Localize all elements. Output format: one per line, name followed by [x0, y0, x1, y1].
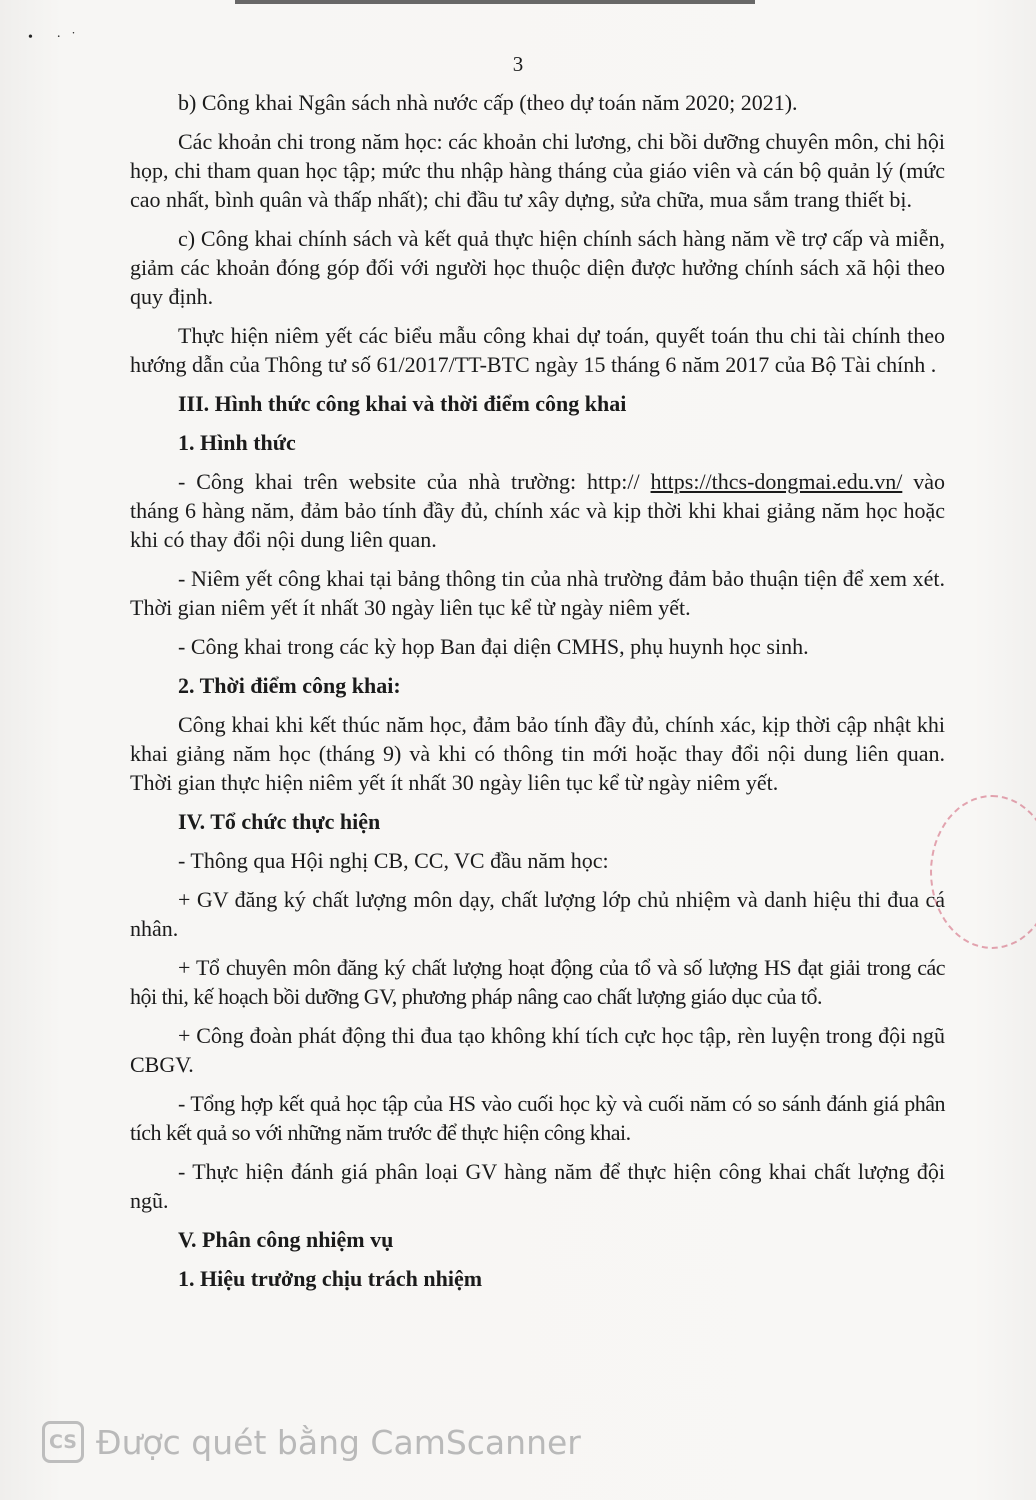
paragraph-budget: b) Công khai Ngân sách nhà nước cấp (theo dự toán năm 2020; 2021). [178, 90, 798, 115]
paragraph-teacher-evaluation: - Thực hiện đánh giá phân loại GV hàng năm để thực hiện công khai chất lượng đội ngũ. [130, 1159, 945, 1213]
heading-form: 1. Hình thức [178, 430, 296, 455]
website-link[interactable]: https://thcs-dongmai.edu.vn/ [650, 469, 903, 494]
scan-speck-marks: • ·˙ [28, 30, 86, 45]
paragraph-forms: Thực hiện niêm yết các biểu mẫu công khai dự toán, quyết toán thu chi tài chính theo hướng dẫn của Thông tư số 61/2017/TT-BTC ngày 15 tháng 6 năm 2017 của Bộ Tài chính . [130, 323, 945, 377]
paragraph-notice-board: - Niêm yết công khai tại bảng thông tin của nhà trường đảm bảo thuận tiện để xem xét. Thời gian niêm yết ít nhất 30 ngày liên tục kể từ ngày niêm yết. [130, 566, 945, 620]
paragraph-summary-results: - Tổng hợp kết quả học tập của HS vào cuối học kỳ và cuối năm có so sánh đánh giá phân tích kết quả so với những năm trước để thực hiện công khai. [130, 1091, 945, 1145]
paragraph-department-register: + Tổ chuyên môn đăng ký chất lượng hoạt động của tổ và số lượng HS đạt giải trong các hội thi, kế hoạch bồi dưỡng GV, phương pháp nâng cao chất lượng giáo dục của tổ. [130, 955, 945, 1009]
camscanner-watermark [42, 1418, 581, 1466]
paragraph-parent-meetings: - Công khai trong các kỳ họp Ban đại diện CMHS, phụ huynh học sinh. [178, 634, 809, 659]
paragraph-policy: c) Công khai chính sách và kết quả thực hiện chính sách hàng năm về trợ cấp và miễn, giảm các khoản đóng góp đối với người học thuộc diện được hưởng chính sách xã hội theo quy định. [130, 226, 945, 309]
page-number: 3 [512, 52, 524, 76]
heading-principal: 1. Hiệu trưởng chịu trách nhiệm [178, 1266, 483, 1291]
paragraph-timing: Công khai khi kết thúc năm học, đảm bảo tính đầy đủ, chính xác, kịp thời cập nhật khi khai giảng năm học (tháng 9) và khi có thông tin mới hoặc thay đổi nội dung liên quan. Thời gian thực hiện niêm yết ít nhất 30 ngày liên tục kể từ ngày niêm yết. [130, 712, 945, 795]
paragraph-teacher-register: + GV đăng ký chất lượng môn dạy, chất lượng lớp chủ nhiệm và danh hiệu thi đua cá nhân. [130, 887, 945, 941]
heading-section-iii: III. Hình thức công khai và thời điểm công khai [178, 391, 627, 416]
watermark-text: Được quét bằng CamScanner [96, 1422, 581, 1462]
camscanner-logo-icon: CS [42, 1421, 84, 1463]
paragraph-conference: - Thông qua Hội nghị CB, CC, VC đầu năm học: [178, 848, 609, 873]
scan-edge-shadow [235, 0, 755, 4]
paragraph-expenses: Các khoản chi trong năm học: các khoản chi lương, chi bồi dưỡng chuyên môn, chi hội họp, chi tham quan học tập; mức thu nhập hàng tháng của giáo viên và cán bộ quản lý (mức cao nhất, bình quân và thấp nhất); chi đầu tư xây dựng, sửa chữa, mua sắm trang thiết bị. [130, 129, 945, 212]
document-body [130, 88, 945, 1303]
website-suffix: vào tháng 6 hàng năm, đảm bảo tính đầy đủ, chính xác và kịp thời khi khai giảng năm học hoặc khi có thay đổi nội dung liên quan. [130, 469, 945, 552]
heading-timing: 2. Thời điểm công khai: [178, 673, 401, 698]
paragraph-website [130, 467, 945, 554]
website-prefix: - Công khai trên website của nhà trường: http:// [178, 469, 651, 494]
heading-section-iv: IV. Tổ chức thực hiện [178, 809, 381, 834]
red-seal-stamp [930, 795, 1036, 949]
heading-section-v: V. Phân công nhiệm vụ [178, 1227, 394, 1252]
paragraph-union: + Công đoàn phát động thi đua tạo không khí tích cực học tập, rèn luyện trong đội ngũ CBGV. [130, 1023, 945, 1077]
